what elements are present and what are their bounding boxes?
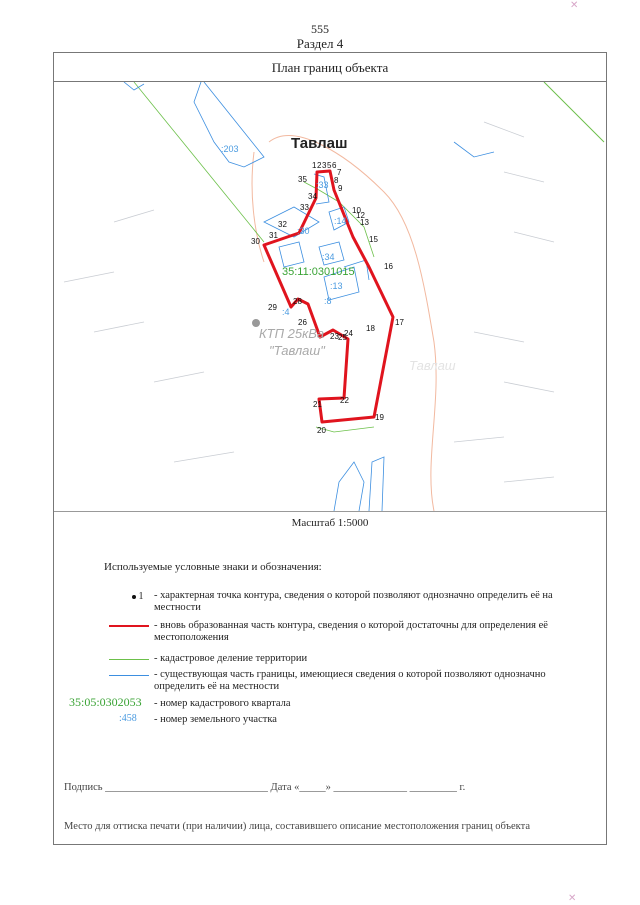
parcel-block-a: [279, 242, 304, 267]
point-label: 15: [369, 235, 378, 244]
point-label: 33: [300, 203, 309, 212]
point-label: 25: [338, 333, 347, 342]
point-label: 35: [298, 175, 307, 184]
legend-point-text: - характерная точка контура, сведения о которой позволяют однозначно определить её на местности: [154, 590, 553, 613]
signature-line: Подпись _______________________________ Дата «_____» ______________ _________ г.: [64, 782, 466, 793]
faded-settlement-label: Тавлаш: [409, 358, 456, 373]
parcel-203-label: :203: [221, 144, 239, 154]
legend-parcel-sample: :458: [119, 713, 137, 724]
legend-quarter-text: - номер кадастрового квартала: [154, 698, 291, 709]
parcel-33-label: :33: [316, 180, 329, 190]
legend-red-line: [109, 625, 149, 627]
parcel-east-boundary: [454, 142, 494, 157]
corner-mark-icon: ✕: [570, 0, 579, 11]
map-svg: [54, 82, 606, 511]
point-label: 12: [356, 211, 365, 220]
settlement-boundary: [269, 136, 436, 511]
point-label: 19: [375, 413, 384, 422]
point-label: 31: [269, 231, 278, 240]
settlement-label: Тавлаш: [291, 135, 348, 152]
point-label: 20: [317, 426, 326, 435]
point-label: 26: [298, 318, 307, 327]
plan-title: План границ объекта: [54, 53, 606, 82]
point-label: 9: [338, 184, 343, 193]
parcel-8-label: :8: [324, 296, 332, 306]
terrain-lines: [64, 122, 554, 482]
parcel-13-label: :13: [330, 281, 343, 291]
parcel-south-b: [369, 457, 384, 511]
point-label: 22: [340, 396, 349, 405]
parcel-34-label: :34: [322, 252, 335, 262]
point-label: 24: [344, 329, 353, 338]
ktp-name-label: "Тавлаш": [269, 343, 325, 358]
page-number: 555: [311, 22, 329, 36]
point-label: 13: [360, 218, 369, 227]
legend-parcel-text: - номер земельного участка: [154, 714, 277, 725]
point-label: 2: [317, 161, 322, 170]
point-label: 18: [366, 324, 375, 333]
point-label: 16: [384, 262, 393, 271]
point-label: 5: [327, 161, 332, 170]
legend-green-line: [109, 659, 149, 660]
point-label: 10: [352, 206, 361, 215]
legend-green-text: - кадастровое деление территории: [154, 653, 308, 664]
parcel-30-label: :30: [297, 226, 310, 236]
legend-blue-line: [109, 675, 149, 676]
point-label: 7: [337, 168, 342, 177]
cadastral-line-2: [134, 82, 264, 242]
parcel-4-label: :4: [282, 307, 290, 317]
legend-blue-text: - существующая часть границы, имеющиеся сведения о которой позволяют однозначно определить её на местности: [154, 669, 546, 692]
document-frame: [53, 52, 607, 845]
parcel-14-label: :14: [334, 216, 347, 226]
legend-title: Используемые условные знаки и обозначения:: [104, 561, 322, 573]
point-label: 32: [278, 220, 287, 229]
parcel-top-boundary: [124, 82, 144, 90]
stamp-line: Место для оттиска печати (при наличии) лица, составившего описание местоположения границ объекта: [64, 821, 531, 832]
point-label: 6: [332, 161, 337, 170]
point-label: 17: [395, 318, 404, 327]
point-label: 30: [251, 237, 260, 246]
boundary-map: [54, 82, 606, 512]
point-label: 28: [293, 297, 302, 306]
quarter-number-label: 35:11:0301015: [282, 266, 355, 278]
corner-mark-icon: ✕: [568, 893, 577, 904]
scale-label: Масштаб 1:5000: [291, 517, 369, 529]
point-label: 1: [312, 161, 317, 170]
point-label: 34: [308, 192, 317, 201]
point-label: 8: [334, 176, 339, 185]
legend-point-number: 1: [138, 591, 144, 602]
cadastral-line: [544, 82, 604, 142]
legend-quarter-sample: 35:05:0302053: [69, 695, 142, 709]
point-dot-icon: [132, 595, 136, 599]
point-label: 29: [268, 303, 277, 312]
legend-red-text: - вновь образованная часть контура, сведения о которой достаточны для определения её местоположения: [154, 620, 548, 643]
point-label: 3: [322, 161, 327, 170]
section-title: Раздел 4: [296, 36, 344, 51]
ktp-label: КТП 25кВа: [259, 326, 325, 341]
legend-point-symbol: [132, 591, 144, 602]
point-label: 23: [330, 332, 339, 341]
parcel-south-a: [334, 462, 364, 511]
point-label: 21: [313, 400, 322, 409]
